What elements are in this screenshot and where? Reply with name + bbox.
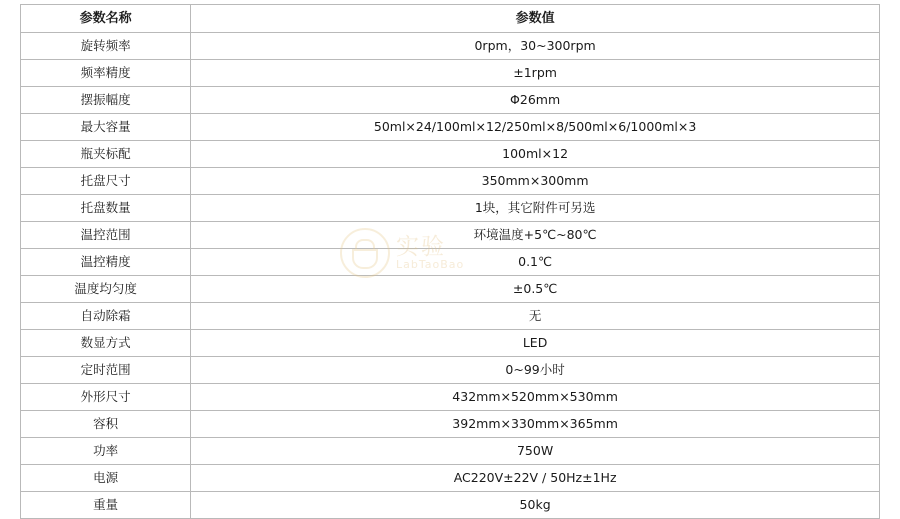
parameter-value: 0~99小时 bbox=[191, 357, 880, 384]
table-row bbox=[21, 195, 880, 222]
column-header-parameter-name: 参数名称 bbox=[21, 5, 191, 33]
parameter-name: 摆振幅度 bbox=[21, 87, 191, 114]
parameter-value: 无 bbox=[191, 303, 880, 330]
watermark-english-text: LabTaoBao bbox=[396, 258, 465, 272]
parameter-name: 频率精度 bbox=[21, 60, 191, 87]
table-row bbox=[21, 276, 880, 303]
table-row bbox=[21, 87, 880, 114]
parameter-value: 0rpm，30~300rpm bbox=[191, 33, 880, 60]
parameter-name: 外形尺寸 bbox=[21, 384, 191, 411]
table-row bbox=[21, 492, 880, 519]
parameter-name: 瓶夹标配 bbox=[21, 141, 191, 168]
parameter-value: 环境温度+5℃~80℃ bbox=[191, 222, 880, 249]
parameter-value: 750W bbox=[191, 438, 880, 465]
parameter-value: Φ26mm bbox=[191, 87, 880, 114]
table-row bbox=[21, 60, 880, 87]
parameter-value: 432mm×520mm×530mm bbox=[191, 384, 880, 411]
parameter-name: 数显方式 bbox=[21, 330, 191, 357]
parameter-name: 旋转频率 bbox=[21, 33, 191, 60]
parameter-value: 0.1℃ bbox=[191, 249, 880, 276]
table-row bbox=[21, 114, 880, 141]
table-row bbox=[21, 249, 880, 276]
parameter-name: 自动除霜 bbox=[21, 303, 191, 330]
parameter-name: 电源 bbox=[21, 465, 191, 492]
parameter-value: AC220V±22V / 50Hz±1Hz bbox=[191, 465, 880, 492]
parameter-value: 1块，其它附件可另选 bbox=[191, 195, 880, 222]
table-row bbox=[21, 33, 880, 60]
parameter-value: ±0.5℃ bbox=[191, 276, 880, 303]
parameter-value: 50kg bbox=[191, 492, 880, 519]
parameter-name: 最大容量 bbox=[21, 114, 191, 141]
specification-table bbox=[20, 4, 880, 519]
table-row bbox=[21, 357, 880, 384]
watermark-chinese-text: 实验 bbox=[396, 234, 446, 261]
table-body bbox=[21, 5, 880, 519]
parameter-name: 功率 bbox=[21, 438, 191, 465]
parameter-value: 50ml×24/100ml×12/250ml×8/500ml×6/1000ml×3 bbox=[191, 114, 880, 141]
parameter-name: 温度均匀度 bbox=[21, 276, 191, 303]
table-row bbox=[21, 438, 880, 465]
parameter-value: ±1rpm bbox=[191, 60, 880, 87]
table-row bbox=[21, 411, 880, 438]
parameter-name: 温控范围 bbox=[21, 222, 191, 249]
table-row bbox=[21, 465, 880, 492]
parameter-value: LED bbox=[191, 330, 880, 357]
parameter-value: 100ml×12 bbox=[191, 141, 880, 168]
table-row bbox=[21, 222, 880, 249]
column-header-parameter-value: 参数值 bbox=[191, 5, 880, 33]
specification-table-container bbox=[20, 4, 880, 519]
table-header-row bbox=[21, 5, 880, 33]
parameter-name: 定时范围 bbox=[21, 357, 191, 384]
table-row bbox=[21, 303, 880, 330]
parameter-name: 托盘数量 bbox=[21, 195, 191, 222]
table-row bbox=[21, 141, 880, 168]
table-row bbox=[21, 384, 880, 411]
parameter-value: 392mm×330mm×365mm bbox=[191, 411, 880, 438]
table-row bbox=[21, 168, 880, 195]
parameter-name: 温控精度 bbox=[21, 249, 191, 276]
table-row bbox=[21, 330, 880, 357]
parameter-name: 重量 bbox=[21, 492, 191, 519]
parameter-value: 350mm×300mm bbox=[191, 168, 880, 195]
parameter-name: 托盘尺寸 bbox=[21, 168, 191, 195]
parameter-name: 容积 bbox=[21, 411, 191, 438]
